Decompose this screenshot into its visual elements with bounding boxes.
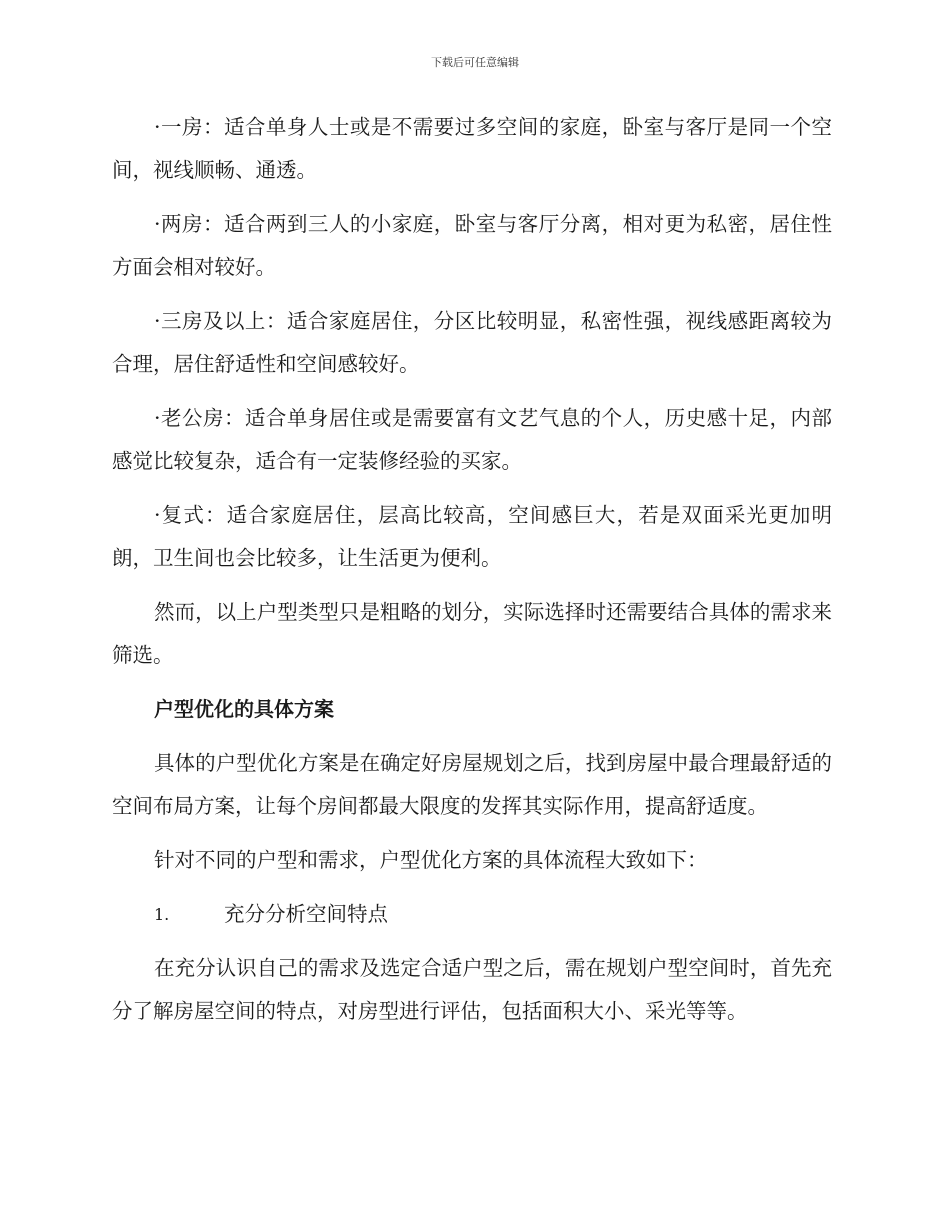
document-body [112,106,832,1044]
numbered-item [112,893,832,936]
item-number: 1. [154,905,170,924]
paragraph-duplex: ·复式：适合家庭居住，层高比较高，空间感巨大，若是双面采光更加明朗，卫生间也会比较多，让生活更为便利。 [112,503,832,570]
item-text: 充分分析空间特点 [224,902,388,926]
page-header: 下载后可任意编辑 [431,56,519,69]
paragraph-analysis: 在充分认识自己的需求及选定合适户型之后，需在规划户型空间时，首先充分了解房屋空间的特点，对房型进行评估，包括面积大小、采光等等。 [112,956,832,1023]
section-heading: 户型优化的具体方案 [154,697,334,721]
paragraph-plan-intro: 具体的户型优化方案是在确定好房屋规划之后，找到房屋中最合理最舒适的空间布局方案，让每个房间都最大限度的发挥其实际作用，提高舒适度。 [112,751,832,818]
paragraph-process-intro: 针对不同的户型和需求，户型优化方案的具体流程大致如下： [154,848,708,872]
paragraph-one-room: ·一房：适合单身人士或是不需要过多空间的家庭，卧室与客厅是同一个空间，视线顺畅、通透。 [112,115,832,182]
paragraph-old-house: ·老公房：适合单身居住或是需要富有文艺气息的个人，历史感十足，内部感觉比较复杂，适合有一定装修经验的买家。 [112,406,832,473]
paragraph-three-room: ·三房及以上：适合家庭居住，分区比较明显，私密性强，视线感距离较为合理，居住舒适性和空间感较好。 [112,309,832,376]
paragraph-two-room: ·两房：适合两到三人的小家庭，卧室与客厅分离，相对更为私密，居住性方面会相对较好。 [112,212,832,279]
paragraph-however: 然而，以上户型类型只是粗略的划分，实际选择时还需要结合具体的需求来筛选。 [112,600,832,667]
